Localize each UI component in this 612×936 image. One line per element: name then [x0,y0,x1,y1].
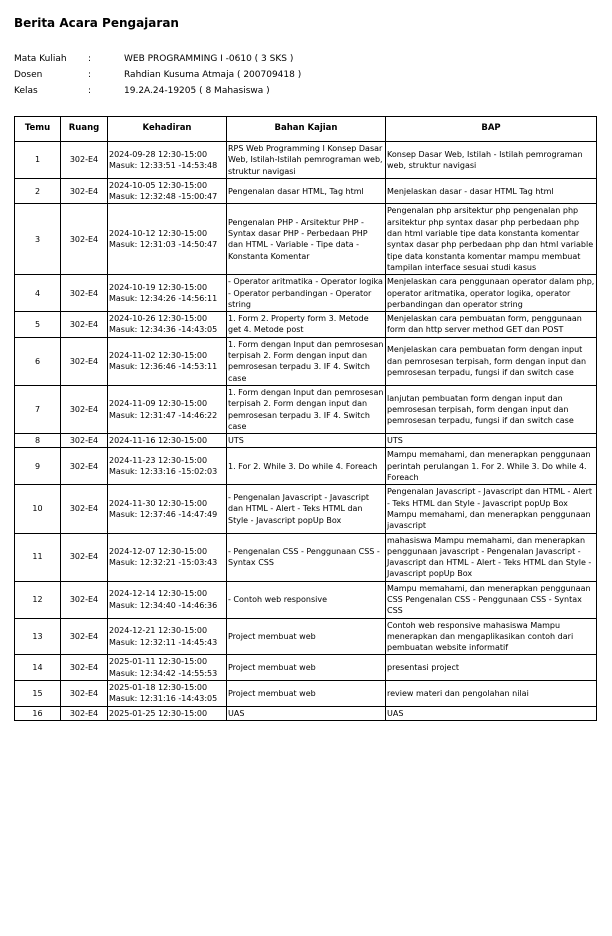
course-value: WEB PROGRAMMING I -0610 ( 3 SKS ) [124,54,294,64]
report-text-cell: UAS [386,706,597,720]
room-cell: 302-E4 [61,275,108,312]
colon: : [88,86,92,96]
report-text-cell: Mampu memahami, dan menerapkan penggunaan perintah perulangan 1. For 2. While 3. Do while 4. Foreach [386,448,597,485]
attendance-cell: 2024-09-28 12:30-15:00 Masuk: 12:33:51 -14:53:48 [108,142,227,179]
table-row [15,178,597,204]
attendance-cell: 2024-12-21 12:30-15:00 Masuk: 12:32:11 -14:45:43 [108,618,227,655]
meeting-number-cell: 1 [15,142,61,179]
class-label: Kelas [14,86,38,96]
meeting-number-cell: 16 [15,706,61,720]
room-cell: 302-E4 [61,178,108,204]
room-cell: 302-E4 [61,142,108,179]
header-kehadiran: Kehadiran [108,117,227,142]
study-material-cell: Project membuat web [227,618,386,655]
study-material-cell: Project membuat web [227,681,386,707]
study-material-cell: RPS Web Programming I Konsep Dasar Web, Istilah-Istilah pemrograman web, struktur navigasi [227,142,386,179]
table-row [15,655,597,681]
meeting-number-cell: 3 [15,204,61,275]
table-row [15,142,597,179]
room-cell: 302-E4 [61,681,108,707]
report-text-cell: mahasiswa Mampu memahami, dan menerapkan penggunaan javascript - Pengenalan Javascript - Javascript dan HTML - Alert - Teks HTML dan Style - Javascript popUp Box [386,533,597,581]
study-material-cell: - Pengenalan CSS - Penggunaan CSS - Syntax CSS [227,533,386,581]
attendance-cell: 2024-11-30 12:30-15:00 Masuk: 12:37:46 -14:47:49 [108,485,227,533]
room-cell: 302-E4 [61,337,108,385]
study-material-cell: - Contoh web responsive [227,581,386,618]
report-text-cell: Menjelaskan cara pembuatan form, penggunaan form dan http server method GET dan POST [386,312,597,338]
room-cell: 302-E4 [61,485,108,533]
room-cell: 302-E4 [61,204,108,275]
attendance-cell: 2024-11-23 12:30-15:00 Masuk: 12:33:16 -15:02:03 [108,448,227,485]
meeting-number-cell: 10 [15,485,61,533]
study-material-cell: - Pengenalan Javascript - Javascript dan HTML - Alert - Teks HTML dan Style - Javascript popUp Box [227,485,386,533]
table-row [15,618,597,655]
room-cell: 302-E4 [61,618,108,655]
table-row [15,434,597,448]
table-row [15,312,597,338]
report-text-cell: Pengenalan Javascript - Javascript dan HTML - Alert - Teks HTML dan Style - Javascript popUp Box Mampu memahami, dan menerapkan penggunaan javascript [386,485,597,533]
attendance-cell: 2024-10-26 12:30-15:00 Masuk: 12:34:36 -14:43:05 [108,312,227,338]
lecturer-value: Rahdian Kusuma Atmaja ( 200709418 ) [124,70,302,80]
attendance-cell: 2025-01-18 12:30-15:00 Masuk: 12:31:16 -14:43:05 [108,681,227,707]
table-row [15,385,597,433]
header-bahan-kajian: Bahan Kajian [227,117,386,142]
report-text-cell: Mampu memahami, dan menerapkan penggunaan CSS Pengenalan CSS - Penggunaan CSS - Syntax CSS [386,581,597,618]
table-row [15,337,597,385]
attendance-cell: 2024-10-12 12:30-15:00 Masuk: 12:31:03 -14:50:47 [108,204,227,275]
meeting-number-cell: 7 [15,385,61,433]
attendance-cell: 2024-11-09 12:30-15:00 Masuk: 12:31:47 -14:46:22 [108,385,227,433]
study-material-cell: 1. Form 2. Property form 3. Metode get 4. Metode post [227,312,386,338]
study-material-cell: 1. Form dengan Input dan pemrosesan terpisah 2. Form dengan input dan pemrosesan terpadu 3. IF 4. Switch case [227,385,386,433]
room-cell: 302-E4 [61,385,108,433]
table-row [15,448,597,485]
study-material-cell: Pengenalan PHP - Arsitektur PHP - Syntax dasar PHP - Perbedaan PHP dan HTML - Variable - Tipe data - Konstanta Komentar [227,204,386,275]
meeting-number-cell: 2 [15,178,61,204]
report-text-cell: UTS [386,434,597,448]
meeting-number-cell: 5 [15,312,61,338]
table-row [15,581,597,618]
header-bap: BAP [386,117,597,142]
meeting-number-cell: 6 [15,337,61,385]
study-material-cell: UAS [227,706,386,720]
class-value: 19.2A.24-19205 ( 8 Mahasiswa ) [124,86,270,96]
course-label: Mata Kuliah [14,54,67,64]
report-text-cell: Menjelaskan dasar - dasar HTML Tag html [386,178,597,204]
table-body [15,142,597,721]
report-text-cell: Contoh web responsive mahasiswa Mampu menerapkan dan mengaplikasikan contoh dari pembuatan website informatif [386,618,597,655]
lecturer-label: Dosen [14,70,43,80]
room-cell: 302-E4 [61,706,108,720]
table-header-row [15,117,597,142]
page-title: Berita Acara Pengajaran [14,16,179,30]
room-cell: 302-E4 [61,655,108,681]
meeting-number-cell: 12 [15,581,61,618]
room-cell: 302-E4 [61,533,108,581]
table-row [15,706,597,720]
study-material-cell: 1. Form dengan Input dan pemrosesan terpisah 2. Form dengan input dan pemrosesan terpadu 3. IF 4. Switch case [227,337,386,385]
room-cell: 302-E4 [61,434,108,448]
study-material-cell: Pengenalan dasar HTML, Tag html [227,178,386,204]
table-row [15,275,597,312]
study-material-cell: Project membuat web [227,655,386,681]
meeting-number-cell: 13 [15,618,61,655]
report-text-cell: review materi dan pengolahan nilai [386,681,597,707]
colon: : [88,70,92,80]
table-row [15,485,597,533]
attendance-cell: 2024-11-02 12:30-15:00 Masuk: 12:36:46 -14:53:11 [108,337,227,385]
report-text-cell: lanjutan pembuatan form dengan input dan pemrosesan terpisah, form dengan input dan pemrosesan terpadu, fungsi if dan switch case [386,385,597,433]
report-text-cell: Pengenalan php arsitektur php pengenalan php arsitektur php syntax dasar php perbedaan php dan html variable tipe data konstanta komentar syntax dasar php perbedaan php dan html variable tipe data konstanta komentar mampu membuat tampilan interface sesuai studi kasus [386,204,597,275]
table-row [15,533,597,581]
study-material-cell: 1. For 2. While 3. Do while 4. Foreach [227,448,386,485]
attendance-cell: 2024-11-16 12:30-15:00 [108,434,227,448]
report-text-cell: Konsep Dasar Web, Istilah - Istilah pemrograman web, struktur navigasi [386,142,597,179]
attendance-cell: 2024-10-19 12:30-15:00 Masuk: 12:34:26 -14:56:11 [108,275,227,312]
meeting-number-cell: 11 [15,533,61,581]
attendance-cell: 2024-12-14 12:30-15:00 Masuk: 12:34:40 -14:46:36 [108,581,227,618]
meeting-number-cell: 4 [15,275,61,312]
meeting-number-cell: 9 [15,448,61,485]
attendance-cell: 2024-10-05 12:30-15:00 Masuk: 12:32:48 -15:00:47 [108,178,227,204]
header-ruang: Ruang [61,117,108,142]
meeting-number-cell: 8 [15,434,61,448]
colon: : [88,54,92,64]
study-material-cell: - Operator aritmatika - Operator logika - Operator perbandingan - Operator string [227,275,386,312]
attendance-cell: 2024-12-07 12:30-15:00 Masuk: 12:32:21 -15:03:43 [108,533,227,581]
room-cell: 302-E4 [61,312,108,338]
meeting-number-cell: 14 [15,655,61,681]
table-row [15,681,597,707]
report-text-cell: Menjelaskan cara pembuatan form dengan input dan pemrosesan terpisah, form dengan input dan pemrosesan terpadu, fungsi if dan switch case [386,337,597,385]
study-material-cell: UTS [227,434,386,448]
report-text-cell: presentasi project [386,655,597,681]
attendance-cell: 2025-01-11 12:30-15:00 Masuk: 12:34:42 -14:55:53 [108,655,227,681]
teaching-report-table [14,116,597,721]
header-temu: Temu [15,117,61,142]
report-text-cell: Menjelaskan cara penggunaan operator dalam php, operator aritmatika, operator logika, operator perbandingan dan operator string [386,275,597,312]
room-cell: 302-E4 [61,581,108,618]
room-cell: 302-E4 [61,448,108,485]
attendance-cell: 2025-01-25 12:30-15:00 [108,706,227,720]
table-row [15,204,597,275]
meeting-number-cell: 15 [15,681,61,707]
